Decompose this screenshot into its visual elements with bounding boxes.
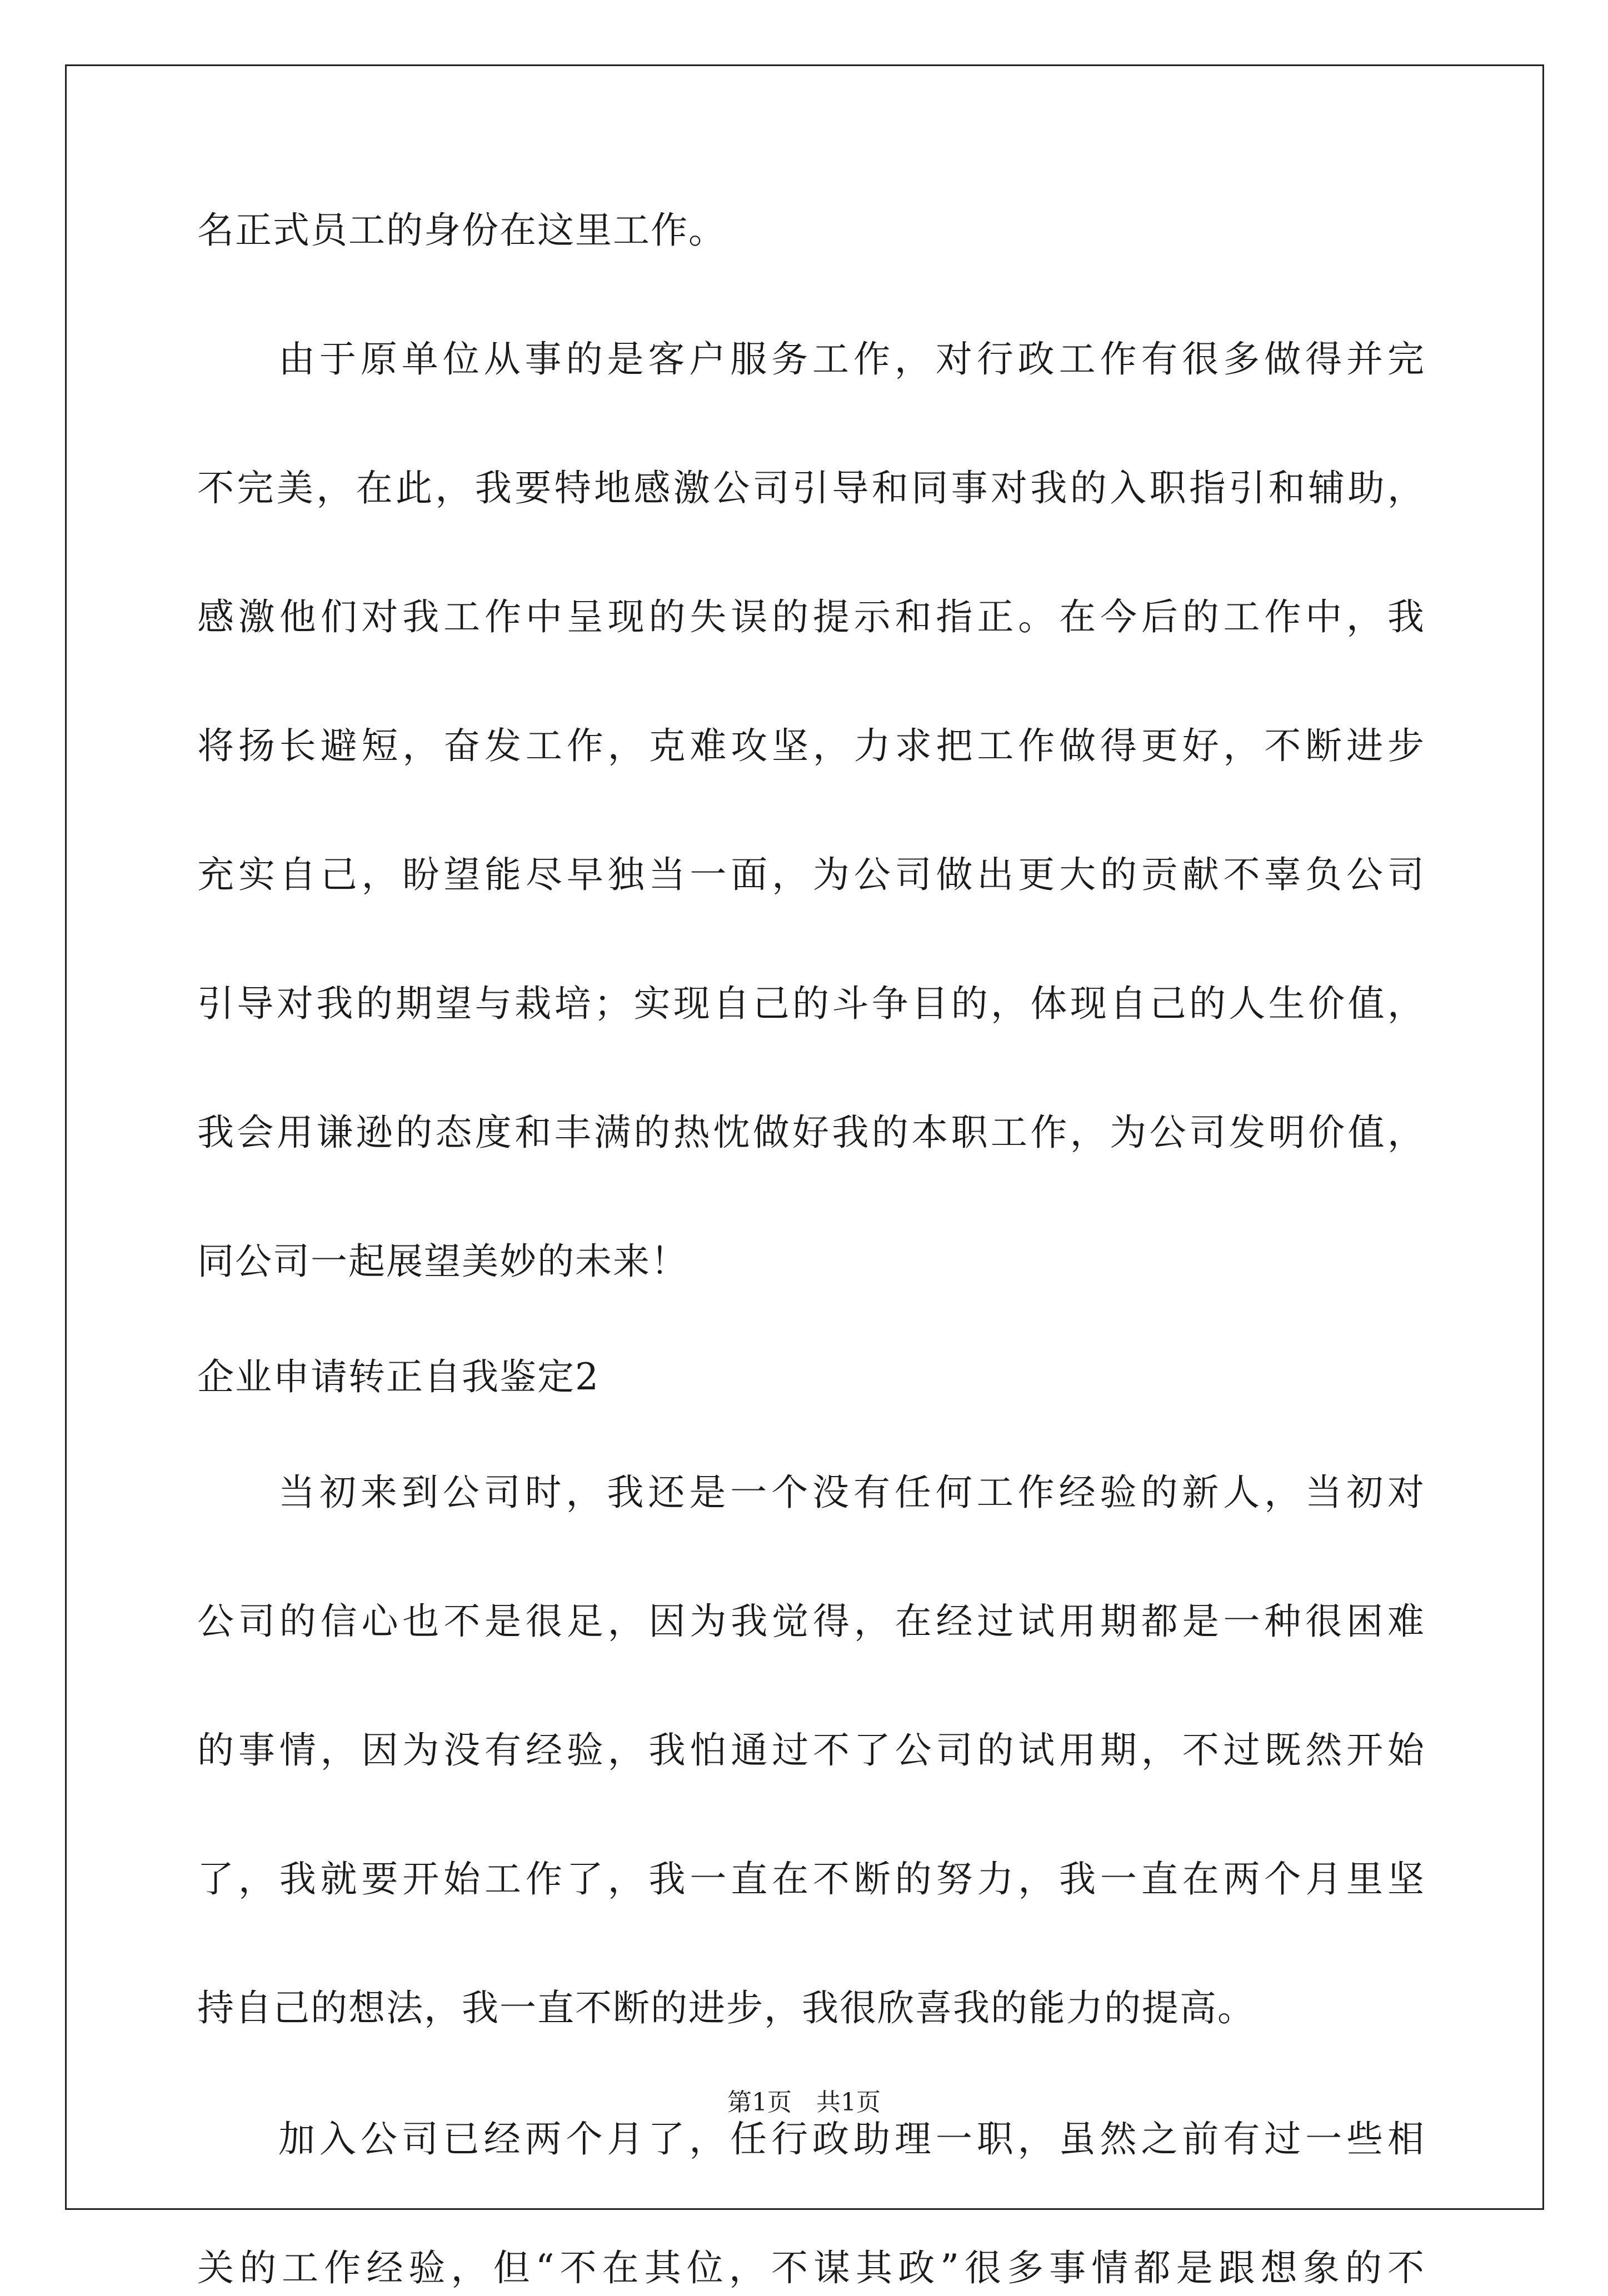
text-line: 同公司一起展望美妙的未来！ (197, 1240, 688, 1283)
page-number: 第1页 共1页 (727, 2088, 881, 2117)
text-line: 关的工作经验，但“不在其位，不谋其政”很多事情都是跟想象的不 (197, 2247, 1425, 2289)
paragraph-first-line: 由于原单位从事的是客户服务工作，对行政工作有很多做得并完 (278, 338, 1425, 381)
paragraph-first-line: 当初来到公司时，我还是一个没有任何工作经验的新人，当初对 (278, 1471, 1425, 1514)
text-line: 充实自己，盼望能尽早独当一面，为公司做出更大的贡献不辜负公司 (197, 853, 1425, 896)
text-line: 不完美，在此，我要特地感激公司引导和同事对我的入职指引和辅助， (197, 467, 1425, 509)
paragraph-first-line: 加入公司已经两个月了，任行政助理一职，虽然之前有过一些相 (278, 2118, 1425, 2160)
text-line: 公司的信心也不是很足，因为我觉得，在经过试用期都是一种很困难 (197, 1600, 1425, 1643)
section-heading: 企业申请转正自我鉴定2 (197, 1355, 600, 1398)
text-line: 引导对我的期望与栽培；实现自己的斗争目的，体现自己的人生价值， (197, 982, 1425, 1025)
text-line: 感激他们对我工作中呈现的失误的提示和指正。在今后的工作中，我 (197, 596, 1425, 638)
text-line: 的事情，因为没有经验，我怕通过不了公司的试用期，不过既然开始 (197, 1729, 1425, 1772)
text-line: 将扬长避短，奋发工作，克难攻坚，力求把工作做得更好，不断进步 (197, 724, 1425, 767)
text-line: 持自己的想法，我一直不断的进步，我很欣喜我的能力的提高。 (197, 1987, 1255, 2029)
text-line: 我会用谦逊的态度和丰满的热忱做好我的本职工作，为公司发明价值， (197, 1111, 1425, 1154)
text-line: 了，我就要开始工作了，我一直在不断的努力，我一直在两个月里坚 (197, 1858, 1425, 1900)
text-line: 名正式员工的身份在这里工作。 (197, 209, 726, 252)
